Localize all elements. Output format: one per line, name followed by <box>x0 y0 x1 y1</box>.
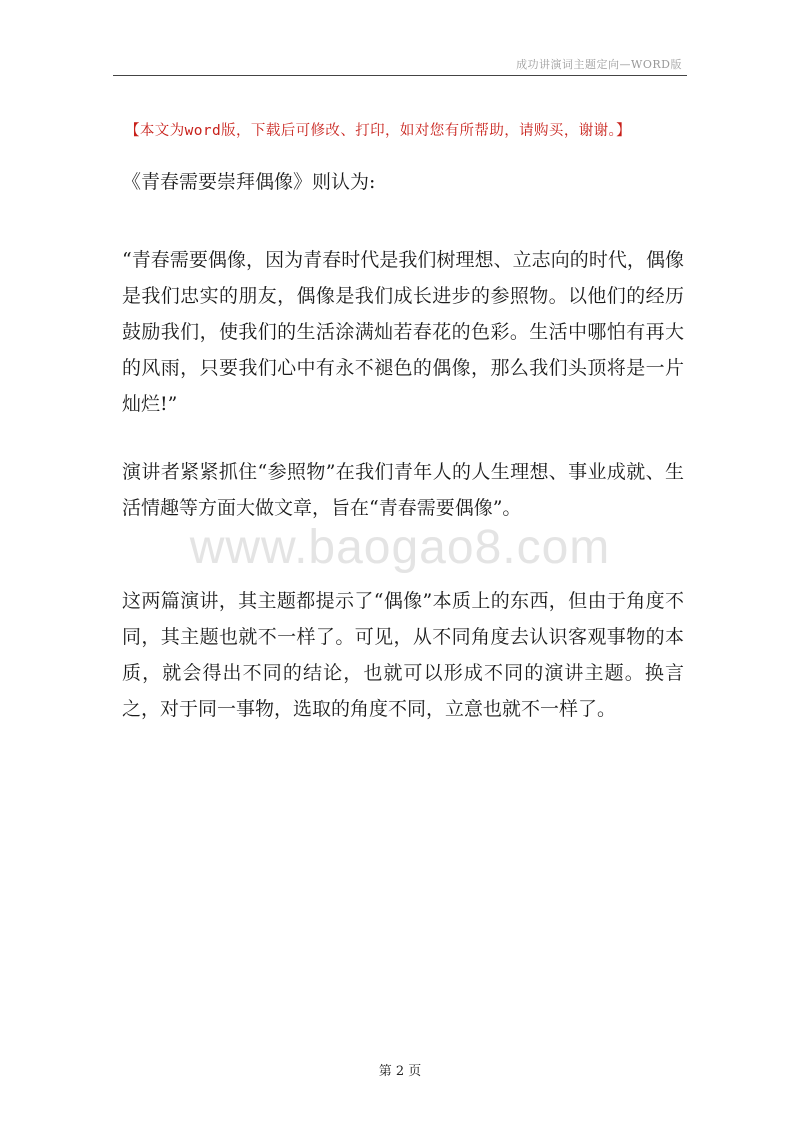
header-title: 成功讲演词主题定向—WORD版 <box>516 58 682 71</box>
download-notice: 【本文为word版，下载后可修改、打印，如对您有所帮助，请购买，谢谢。】 <box>125 123 632 139</box>
watermark: www.baogao8.com <box>189 521 611 574</box>
intro-paragraph: 《青春需要崇拜偶像》则认为: <box>122 171 376 193</box>
quote-paragraph: “青春需要偶像，因为青春时代是我们树理想、立志向的时代，偶像是我们忠实的朋友，偶像是我们成长进步的参照物。以他们的经历鼓励我们，使我们的生活涂满灿若春花的色彩。生活中哪怕有再大的风雨，只要我们心中有永不褪色的偶像，那么我们头顶将是一片灿烂!” <box>122 249 684 415</box>
page-number: 第 2 页 <box>378 1064 422 1079</box>
speaker-paragraph: 演讲者紧紧抓住“参照物”在我们青年人的人生理想、事业成就、生活情趣等方面大做文章，旨在“青春需要偶像”。 <box>122 461 684 519</box>
header-divider <box>113 75 687 76</box>
summary-paragraph: 这两篇演讲，其主题都提示了“偶像”本质上的东西，但由于角度不同，其主题也就不一样了。可见，从不同角度去认识客观事物的本质，就会得出不同的结论，也就可以形成不同的演讲主题。换言之，对于同一事物，选取的角度不同，立意也就不一样了。 <box>122 590 684 720</box>
